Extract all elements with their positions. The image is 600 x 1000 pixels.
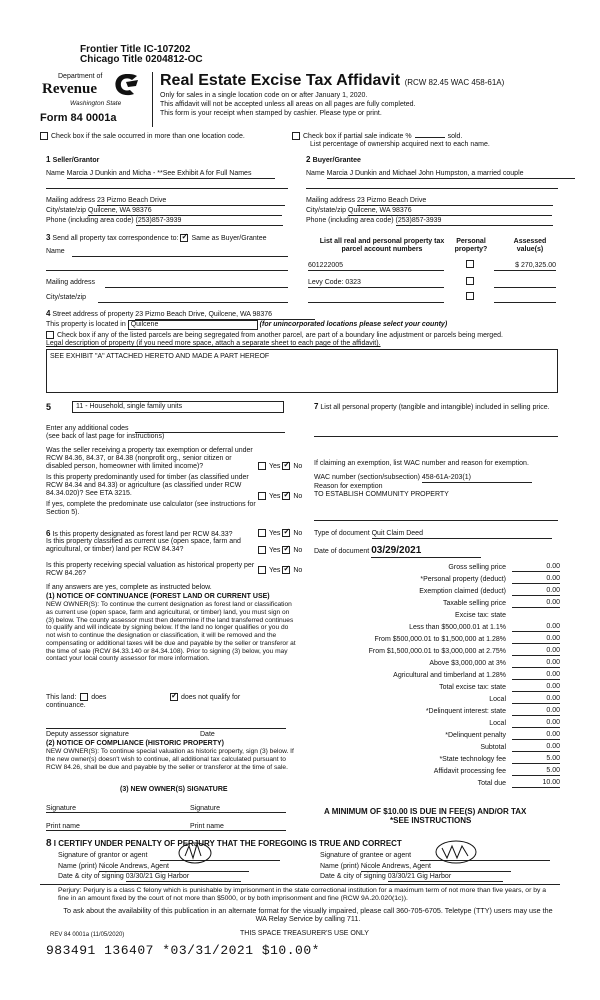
grantor-name-label: Name (print) — [58, 863, 97, 870]
tax-row-label: Local — [489, 719, 506, 727]
personal-property-checkbox-3[interactable] — [466, 292, 474, 300]
tax-row — [300, 620, 560, 632]
state-text: Washington State — [70, 100, 122, 107]
grantee-name-field[interactable]: Nicole Andrews, Agent — [361, 863, 511, 872]
form-title-text: Real Estate Excise Tax Affidavit — [160, 72, 401, 89]
tax-row — [300, 716, 560, 728]
seller-city-label: City/state/zip — [46, 207, 87, 214]
parcel-number-1[interactable]: 601222005 — [308, 262, 444, 271]
tax-row-value[interactable]: 0.00 — [512, 695, 560, 704]
header-divider — [152, 72, 153, 127]
buyer-mailing-field[interactable]: 23 Pizmo Beach Drive — [357, 197, 553, 206]
sec5-q2-yes-checkbox[interactable] — [258, 492, 266, 500]
revenue-logo-icon — [112, 72, 142, 98]
grantor-date-row — [58, 873, 241, 882]
owner-signature-line[interactable] — [46, 812, 286, 813]
buyer-line — [306, 188, 558, 189]
partial-sale-label: Check box if partial sale indicate % — [303, 132, 412, 140]
see-instructions-note: *SEE INSTRUCTIONS — [390, 816, 472, 825]
segregated-label: Check box if any of the listed parcels are being segregated from another parcel, are part of a boundary line adjustment or parcels being merged. — [57, 331, 503, 339]
assessed-value-header: Assessed value(s) — [513, 238, 547, 254]
sec3-line — [46, 270, 288, 271]
sec7-label: List all personal property (tangible and intangible) included in selling price. — [320, 404, 550, 411]
grantor-signature-label: Signature of grantor or agent — [58, 852, 148, 859]
tax-row — [300, 608, 560, 620]
sec6-q3-answer[interactable] — [258, 566, 302, 575]
sec6-q3-no-checkbox[interactable] — [282, 566, 290, 574]
sec6-q1-no: No — [293, 529, 303, 537]
exemption-label: If claiming an exemption, list WAC number and reason for exemption. — [314, 460, 529, 467]
deputy-signature-label: Deputy assessor signature — [46, 731, 129, 738]
buyer-heading-text: Buyer/Grantee — [312, 157, 361, 164]
sec6-q2-yes-checkbox[interactable] — [258, 546, 266, 554]
buyer-mailing-label: Mailing address — [306, 197, 356, 204]
sec6-q1: Is this property designated as forest land per RCW 84.33? — [52, 531, 233, 538]
grantor-date-label: Date & city of signing — [58, 873, 124, 880]
seller-name-label: Name — [46, 170, 65, 177]
tax-row-label: Agricultural and timberland at 1.28% — [393, 671, 506, 679]
personal-property-checkbox-2[interactable] — [466, 277, 474, 285]
sec5-q1-yes-checkbox[interactable] — [258, 462, 266, 470]
notice1-title: (1) NOTICE OF CONTINUANCE (FOREST LAND OR CURRENT USE) — [46, 593, 270, 600]
sec3-city-line[interactable] — [98, 302, 288, 303]
doc-type-field[interactable]: Quit Claim Deed — [372, 530, 552, 539]
personal-property-list-line[interactable] — [314, 436, 558, 437]
sec6-q2-no-checkbox[interactable] — [282, 546, 290, 554]
personal-property-1[interactable] — [466, 260, 477, 269]
buyer-phone-row — [306, 217, 553, 226]
sec6-q2-answer[interactable] — [258, 546, 302, 555]
treasurer-use-text: THIS SPACE TREASURER'S USE ONLY — [240, 930, 369, 937]
notice2-body: NEW OWNER(S): To continue special valuation as historic property, sign (3) below. If the new owner(s) doesn't wish to continue, all additional tax calculated pursuant to RCW 84.26, shall be due and payable by the seller or transferor at the time of sale. — [46, 748, 294, 771]
tax-row-value[interactable]: 0.00 — [512, 623, 560, 632]
sec6-q3-no: No — [293, 566, 303, 574]
tax-row-value[interactable]: 0.00 — [512, 707, 560, 716]
additional-codes-note: (see back of last page for instructions) — [46, 433, 165, 440]
legal-description-box[interactable] — [46, 349, 558, 393]
tax-row-label: Subtotal — [480, 743, 506, 751]
tax-row-value[interactable]: 0.00 — [512, 635, 560, 644]
perjury-text: Perjury: Perjury is a class C felony which is punishable by imprisonment in the state correctional institution for a maximum term of not more than five years, or by a fine in an amount fixed by the court of not more than $5000, or by both imprisonment and fine (RCW 9A.20.020(1c)). — [58, 887, 547, 902]
sec6-q2: Is this property classified as current use (open space, farm and agricultural, or timber) land per RCW 84.34? — [46, 538, 241, 554]
sec5-q2-no: No — [293, 492, 303, 500]
buyer-phone-field[interactable]: (253)857-3939 — [396, 217, 553, 226]
parcel-number-2[interactable]: Levy Code: 0323 — [308, 279, 444, 288]
grantee-signature-icon — [432, 838, 480, 866]
sec6-q1-no-checkbox[interactable] — [282, 529, 290, 537]
tax-row — [300, 692, 560, 704]
tax-row — [300, 776, 560, 788]
owner-print-line[interactable] — [46, 830, 286, 831]
partial-sale-check[interactable] — [292, 132, 462, 141]
sec6-if-yes: If any answers are yes, complete as instructed below. — [46, 584, 212, 591]
header-note-1: Only for sales in a single location code on or after January 1, 2020. — [160, 92, 368, 99]
tax-row-value[interactable]: 0.00 — [512, 683, 560, 692]
sec3-mailing-line[interactable] — [105, 287, 288, 288]
seller-name-row — [46, 170, 286, 179]
seller-mailing-row — [46, 197, 285, 206]
buyer-mailing-row — [306, 197, 553, 206]
continuance-label: continuance. — [46, 702, 86, 709]
grantee-date-label: Date & city of signing — [320, 873, 386, 880]
segregated-checkbox[interactable] — [46, 331, 54, 339]
does-not-row — [170, 693, 240, 702]
location-select[interactable]: Quilcene — [128, 320, 258, 330]
sec6-q2-no: No — [293, 546, 303, 554]
seller-phone-field[interactable]: (253)857-3939 — [136, 217, 283, 226]
header-note-3 — [160, 110, 382, 118]
tax-row-label: *State technology fee — [439, 755, 506, 763]
sec5-q1: Was the seller receiving a property tax exemption or deferral under RCW 84.36, 84.37, or 84.38 (nonprofit org., senior citizen or disabled person, homeowner with limited income)? — [46, 447, 253, 471]
sec5-q2-no-checkbox[interactable] — [282, 492, 290, 500]
tax-row — [300, 740, 560, 752]
same-as-buyer-checkbox[interactable] — [180, 234, 188, 242]
legal-description-text: SEE EXHIBIT "A" ATTACHED HERETO AND MADE A PART HEREOF — [50, 353, 270, 360]
tax-row — [300, 728, 560, 740]
tax-row-label: Total excise tax: state — [439, 683, 506, 691]
does-not-label: does not qualify for — [181, 693, 241, 701]
tax-row-value[interactable]: 0.00 — [512, 563, 560, 572]
tax-row-label: Local — [489, 695, 506, 703]
same-as-buyer-label: Same as Buyer/Grantee — [191, 235, 267, 242]
reason-field[interactable]: TO ESTABLISH COMMUNITY PROPERTY — [314, 491, 449, 498]
tax-row-value[interactable]: 0.00 — [512, 719, 560, 728]
sec6-q2-yes: Yes — [269, 546, 281, 554]
grantee-signature-label: Signature of grantee or agent — [320, 852, 412, 859]
notice2-title: (2) NOTICE OF COMPLIANCE (HISTORIC PROPERTY) — [46, 740, 224, 747]
this-land-label: This land: — [46, 693, 77, 701]
personal-property-header: Personal property? — [454, 238, 488, 254]
sec6-q3: Is this property receiving special valuation as historical property per RCW 84.26? — [46, 562, 255, 578]
street-address-field[interactable]: 23 Pizmo Beach Drive, Quilcene, WA 98376 — [135, 311, 315, 320]
sec5-q2-note: If yes, complete the predominate use calculator (see instructions for Section 5). — [46, 501, 256, 517]
grantee-date-row — [320, 873, 503, 882]
owner-signature-label-1: Signature — [46, 805, 76, 812]
tax-row — [300, 572, 560, 584]
location-label: This property is located in — [46, 321, 126, 328]
tax-row-label: From $1,500,000.01 to $3,000,000 at 2.75% — [368, 647, 506, 655]
grantee-date-field[interactable]: 03/30/21 Gig Harbor — [388, 873, 503, 882]
owner-signature-label-2: Signature — [190, 805, 220, 812]
street-address-label: Street address of property — [52, 311, 134, 318]
location-row — [46, 320, 447, 330]
multi-location-check[interactable] — [40, 132, 245, 141]
tax-row — [300, 680, 560, 692]
sec3-city-label: City/state/zip — [46, 294, 87, 301]
doc-date-field[interactable]: 03/29/2021 — [371, 545, 481, 558]
wac-field[interactable]: 458-61A-203(1) — [422, 474, 532, 483]
minimum-due-note: A MINIMUM OF $10.00 IS DUE IN FEE(S) AND/OR TAX — [324, 807, 527, 816]
seller-city-row — [46, 207, 282, 216]
doc-date-label: Date of document — [314, 548, 370, 555]
tax-row — [300, 584, 560, 596]
sec5-q2-yes: Yes — [269, 492, 281, 500]
tax-row — [300, 596, 560, 608]
tax-row-value[interactable]: 0.00 — [512, 587, 560, 596]
certify-text: I CERTIFY UNDER PENALTY OF PERJURY THAT THE FOREGOING IS TRUE AND CORRECT — [53, 839, 402, 848]
multi-location-checkbox[interactable] — [40, 132, 48, 140]
tax-row — [300, 632, 560, 644]
parcel-number-3[interactable] — [308, 302, 444, 303]
assessed-value-1[interactable]: $ 270,325.00 — [494, 262, 556, 271]
assessed-value-3[interactable] — [494, 302, 556, 303]
reason-label: Reason for exemption — [314, 483, 383, 490]
grantee-name-label: Name (print) — [320, 863, 359, 870]
grantor-name-row — [58, 863, 249, 872]
tax-row-label: *Delinquent interest: state — [425, 707, 506, 715]
alt-format-text: To ask about the availability of this publication in an alternate format for the visually impaired, please call 360-705-6705. Teletype (TTY) users may use the WA Relay Service by calling 711. — [63, 906, 553, 924]
tax-row-value[interactable]: 5.00 — [512, 767, 560, 776]
sec3-name-row — [46, 248, 65, 256]
grantee-name-row — [320, 863, 511, 872]
tax-row-label: Less than $500,000.01 at 1.1% — [409, 623, 506, 631]
sec6-q1-yes-checkbox[interactable] — [258, 529, 266, 537]
tax-row-label: *Personal property (deduct) — [420, 575, 506, 583]
wac-row — [314, 474, 532, 483]
this-land-row — [46, 693, 106, 702]
tax-row-value[interactable]: 0.00 — [512, 731, 560, 740]
location-note: (for unincorporated locations please select your county) — [259, 321, 448, 328]
tax-row — [300, 752, 560, 764]
sec6-q1-row: 6 Is this property designated as forest land per RCW 84.33? — [46, 529, 233, 538]
sec8-number: 8 — [46, 838, 52, 849]
revision-text: REV 84 0001a (11/05/2020) — [50, 932, 125, 938]
tax-row — [300, 560, 560, 572]
partial-sale-note: List percentage of ownership acquired next to each name. — [310, 141, 490, 148]
seller-phone-label: Phone (including area code) — [46, 217, 134, 224]
personal-property-checkbox-1[interactable] — [466, 260, 474, 268]
seller-mailing-field[interactable]: 23 Pizmo Beach Drive — [97, 197, 285, 206]
sec3-name-label: Name — [46, 248, 65, 255]
buyer-city-field[interactable]: Quilcene, WA 98376 — [348, 207, 552, 216]
tax-row-label: From $500,000.01 to $1,500,000 at 1.28% — [374, 635, 506, 643]
certify-row — [46, 838, 402, 850]
sec6-q3-yes: Yes — [269, 566, 281, 574]
footer-divider — [40, 884, 560, 885]
notice3-title: (3) NEW OWNER(S) SIGNATURE — [120, 786, 228, 793]
tax-row-value[interactable]: 0.00 — [512, 671, 560, 680]
sec5-q1-no: No — [293, 462, 303, 470]
tax-calculation-table — [300, 560, 560, 788]
doc-type-row — [314, 530, 552, 539]
form-title — [160, 72, 504, 90]
dept-of-text: Department of — [58, 73, 103, 80]
seller-line — [46, 188, 288, 189]
tax-row-value[interactable]: 0.00 — [512, 575, 560, 584]
reason-line — [314, 520, 558, 521]
sec5-number: 5 — [46, 402, 52, 412]
tax-row-label: Total due — [477, 779, 506, 787]
tax-row-value[interactable]: 0.00 — [512, 659, 560, 668]
additional-codes-label: Enter any additional codes — [46, 425, 129, 432]
sec6-q1-yes: Yes — [269, 529, 281, 537]
sec5-q1-answer[interactable] — [258, 462, 302, 471]
does-not-checkbox[interactable] — [170, 693, 178, 701]
assessed-value-2[interactable] — [494, 287, 556, 288]
tax-row-label: Gross selling price — [448, 563, 506, 571]
buyer-phone-label: Phone (including area code) — [306, 217, 394, 224]
doc-date-row — [314, 545, 481, 558]
sec5-q1-yes: Yes — [269, 462, 281, 470]
legal-description-label: Legal description of property (if you need more space, attach a separate sheet to each page of the affidavit). — [46, 340, 381, 347]
tax-correspondence-row: 3 Send all property tax correspondence to: ✓ Same as Buyer/Grantee — [46, 233, 267, 243]
seller-mailing-label: Mailing address — [46, 197, 96, 204]
personal-property-3[interactable] — [466, 292, 477, 301]
tax-row-value[interactable]: 0.00 — [512, 743, 560, 752]
header-note-2: This affidavit will not be accepted unless all areas on all pages are fully completed. — [160, 101, 416, 108]
buyer-name-field[interactable]: Marcia J Dunkin and Michael John Humpston, a married couple — [327, 170, 575, 179]
partial-sale-sold: sold. — [447, 132, 463, 140]
grantor-name-field[interactable]: Nicole Andrews, Agent — [99, 863, 249, 872]
buyer-heading: 2 Buyer/Grantee — [306, 155, 361, 164]
tax-row-value[interactable]: 10.00 — [512, 779, 560, 788]
multi-location-label: Check box if the sale occurred in more than one location code. — [51, 132, 245, 140]
doc-type-label: Type of document — [314, 530, 370, 537]
form-rcw: (RCW 82.45 WAC 458-61A) — [404, 78, 505, 87]
form-number: Form 84 0001a — [40, 112, 117, 124]
tax-row — [300, 704, 560, 716]
tax-row — [300, 644, 560, 656]
tax-row-value[interactable]: 0.00 — [512, 599, 560, 608]
deputy-signature-line[interactable] — [46, 728, 286, 729]
sec6-q1-answer[interactable] — [258, 529, 302, 538]
segregated-row — [46, 331, 503, 340]
tax-row-label: Affidavit processing fee — [433, 767, 506, 775]
does-label: does — [91, 693, 107, 701]
buyer-city-label: City/state/zip — [306, 207, 347, 214]
sec5-q1-no-checkbox[interactable] — [282, 462, 290, 470]
buyer-name-label: Name — [306, 170, 325, 177]
treasurer-stamp: 983491 136407 *03/31/2021 $10.00* — [46, 943, 320, 958]
dor-logo — [40, 70, 150, 128]
seller-phone-row — [46, 217, 283, 226]
tax-correspondence-label: Send all property tax correspondence to: — [52, 235, 179, 242]
sec3-name-line[interactable] — [72, 256, 288, 257]
order-number-2: Chicago Title 0204812-OC — [80, 54, 203, 65]
tax-row — [300, 656, 560, 668]
seller-name-field[interactable]: Marcia J Dunkin and Micha - **See Exhibit A for Full Names — [67, 170, 275, 179]
sec7-label-row: 7 List all personal property (tangible and intangible) included in selling price. — [314, 402, 550, 411]
parcel-list-header: List all real and personal property tax parcel account numbers — [319, 238, 445, 254]
tax-row — [300, 668, 560, 680]
seller-heading-text: Seller/Grantor — [52, 157, 100, 164]
tax-row-label: Excise tax: state — [455, 611, 506, 619]
buyer-city-row — [306, 207, 552, 216]
seller-city-field[interactable]: Quilcene, WA 98376 — [88, 207, 282, 216]
seller-heading: 1 Seller/Grantor — [46, 155, 100, 164]
tax-row-label: Taxable selling price — [442, 599, 506, 607]
tax-row-value[interactable]: 0.00 — [512, 647, 560, 656]
sec6-q3-yes-checkbox[interactable] — [258, 566, 266, 574]
owner-print-label-1: Print name — [46, 823, 80, 830]
street-address-row: 4 Street address of property 23 Pizmo Beach Drive, Quilcene, WA 98376 — [46, 309, 315, 320]
tax-row-label: Above $3,000,000 at 3% — [429, 659, 506, 667]
sec3-mailing-label: Mailing address — [46, 279, 96, 286]
partial-sale-checkbox[interactable] — [292, 132, 300, 140]
dept-name: Revenue — [42, 81, 97, 97]
grantor-date-field[interactable]: 03/30/21 Gig Harbor — [126, 873, 241, 882]
wac-label: WAC number (section/subsection) — [314, 474, 420, 481]
owner-print-label-2: Print name — [190, 823, 224, 830]
does-checkbox[interactable] — [80, 693, 88, 701]
buyer-name-row — [306, 170, 575, 179]
deputy-date-label: Date — [200, 731, 215, 738]
order-number-1: Frontier Title IC-107202 — [80, 44, 191, 55]
sec5-q2: Is this property predominantly used for timber (as classified under RCW 84.34 and 84.33) or agriculture (as classified under RCW 84.34.020)? See ETA 3215. — [46, 474, 249, 498]
tax-row-label: Exemption claimed (deduct) — [419, 587, 506, 595]
tax-row-value[interactable]: 5.00 — [512, 755, 560, 764]
header-note-3-text: This form is your receipt when stamped by cashier. Please type or print. — [160, 110, 382, 117]
sec5-q2-answer[interactable] — [258, 492, 302, 501]
property-use-code[interactable]: 11 - Household, single family units — [72, 401, 284, 413]
partial-sale-percent-field[interactable] — [415, 137, 445, 138]
notice1-body: NEW OWNER(S): To continue the current designation as forest land or classification as current use (open space, farm and agricultural, or timber) land, you must sign on (3) below. The county assessor must then determine if the land transferred continues to qualify and will indicate by signing below. If the land no longer qualifies or you do not wish to continue the designation or classification, it will be removed and the compensating or additional taxes will be due and payable by the seller or transferor at the time of sale (RCW 84.33.140 or 84.34.108). Prior to signing (3) below, you may contact your local county assessor for more information. — [46, 601, 296, 663]
tax-row — [300, 764, 560, 776]
personal-property-2[interactable] — [466, 277, 477, 286]
tax-row-label: *Delinquent penalty — [445, 731, 506, 739]
